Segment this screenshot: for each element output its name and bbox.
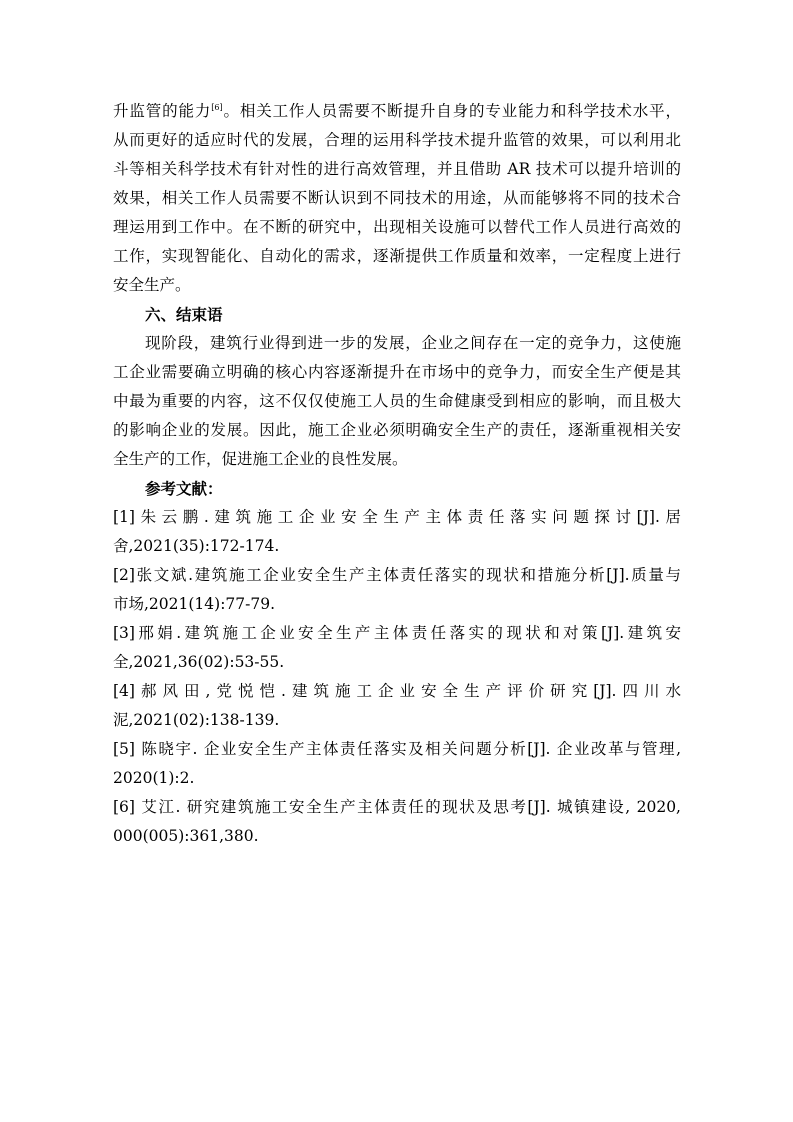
paragraph-line: 斗等相关科学技术有针对性的进行高效管理，并且借助 AR 技术可以提升培训的 — [113, 160, 681, 178]
reference-item — [113, 503, 681, 561]
citation-marker: [6] — [211, 102, 223, 112]
paragraph-line: 现阶段，建筑行业得到进一步的发展，企业之间存在一定的竞争力，这使施 — [145, 334, 681, 352]
reference-line: [3]邢娟.建筑施工企业安全生产主体责任落实的现状和对策[J].建筑安 — [113, 624, 681, 642]
references-heading: 参考文献： — [145, 479, 223, 498]
conclusion-paragraph — [113, 329, 681, 474]
paragraph-line: 工企业需要确立明确的核心内容逐渐提升在市场中的竞争力，而安全生产便是其 — [113, 363, 681, 381]
reference-item — [113, 735, 681, 793]
paragraph-line: 理运用到工作中。在不断的研究中，出现相关设施可以替代工作人员进行高效的 — [113, 218, 681, 236]
reference-line: [1]朱云鹏.建筑施工企业安全生产主体责任落实问题探讨[J].居 — [113, 508, 681, 526]
page-content — [113, 97, 681, 851]
reference-line: [2]张文斌.建筑施工企业安全生产主体责任落实的现状和措施分析[J].质量与 — [113, 566, 681, 584]
reference-line: 000(005):361,380. — [113, 827, 259, 845]
reference-line: 全,2021,36(02):53-55. — [113, 653, 285, 671]
reference-line: [4]郝风田,党悦恺.建筑施工企业安全生产评价研究[J].四川水 — [113, 682, 681, 700]
reference-line: 舍,2021(35):172-174. — [113, 537, 280, 555]
reference-line: 市场,2021(14):77-79. — [113, 595, 276, 613]
reference-item — [113, 793, 681, 851]
paragraph-line: 从而更好的适应时代的发展，合理的运用科学技术提升监管的效果，可以利用北 — [113, 131, 681, 149]
paragraph-continuation — [113, 97, 681, 300]
reference-line: [6] 艾江. 研究建筑施工安全生产主体责任的现状及思考[J]. 城镇建设, 2020, — [113, 798, 681, 816]
paragraph-line: 的影响企业的发展。因此，施工企业必须明确安全生产的责任，逐渐重视相关安 — [113, 421, 681, 439]
reference-item — [113, 677, 681, 735]
reference-line: 2020(1):2. — [113, 769, 195, 787]
reference-item — [113, 619, 681, 677]
paragraph-line: 中最为重要的内容，这不仅仅使施工人员的生命健康受到相应的影响，而且极大 — [113, 392, 681, 410]
paragraph-line: 工作，实现智能化、自动化的需求，逐渐提供工作质量和效率，一定程度上进行 — [113, 247, 681, 265]
reference-line: [5] 陈晓宇. 企业安全生产主体责任落实及相关问题分析[J]. 企业改革与管理, — [113, 740, 681, 758]
reference-line: 泥,2021(02):138-139. — [113, 711, 280, 729]
paragraph-line: 效果，相关工作人员需要不断认识到不同技术的用途，从而能够将不同的技术合 — [113, 189, 681, 207]
paragraph-line: 升监管的能力[6]。相关工作人员需要不断提升自身的专业能力和科学技术水平， — [113, 102, 681, 120]
reference-item — [113, 561, 681, 619]
paragraph-line: 全生产的工作，促进施工企业的良性发展。 — [113, 450, 408, 468]
section-heading: 六、结束语 — [145, 305, 223, 324]
references-list — [113, 503, 681, 851]
paragraph-line: 安全生产。 — [113, 276, 191, 294]
